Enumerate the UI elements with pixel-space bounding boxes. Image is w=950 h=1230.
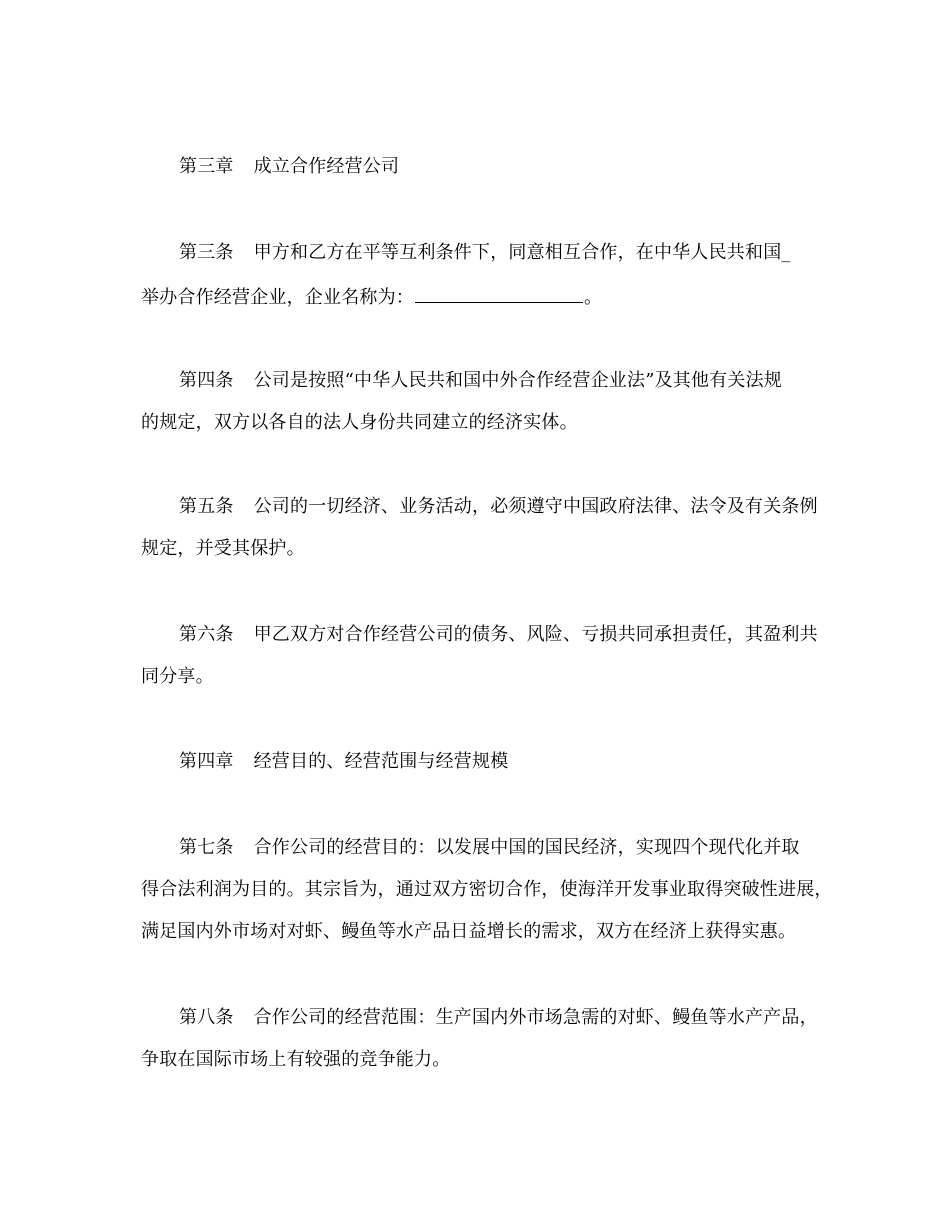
- article-text: 合作公司的经营目的：以发展中国的国民经济，实现四个现代化并取: [253, 837, 800, 858]
- article-5-line-1: [179, 495, 818, 519]
- article-text: 甲方和乙方在平等互利条件下，同意相互合作，在中华人民共和国_: [253, 242, 791, 263]
- article-text: 举办合作经营企业，企业名称为：: [141, 287, 414, 308]
- article-3-line-2: [141, 284, 602, 310]
- article-text: 公司是按照“中华人民共和国中外合作经营企业法”及其他有关法规: [253, 370, 783, 391]
- article-label: 第八条: [179, 1007, 234, 1028]
- article-label: 第四条: [179, 370, 234, 391]
- article-4-line-1: [179, 369, 782, 393]
- article-label: 第七条: [179, 837, 234, 858]
- article-text: 公司的一切经济、业务活动，必须遵守中国政府法律、法令及有关条例: [253, 496, 818, 517]
- article-text: 规定，并受其保护。: [141, 538, 305, 559]
- chapter-title: 经营目的、经营范围与经营规模: [253, 751, 509, 772]
- article-6-line-2: [141, 665, 214, 689]
- article-text: 甲乙双方对合作经营公司的债务、风险、亏损共同承担责任，其盈利共: [253, 624, 818, 645]
- chapter-label: 第三章: [179, 156, 234, 177]
- article-text: 合作公司的经营范围：生产国内外市场急需的对虾、鳗鱼等水产产品，: [253, 1007, 818, 1028]
- article-3-line-1: [179, 241, 791, 265]
- article-6-line-1: [179, 623, 818, 647]
- chapter-heading: [179, 750, 508, 774]
- article-text: 满足国内外市场对对虾、鳗鱼等水产品日益增长的需求，双方在经济上获得实惠。: [141, 921, 797, 942]
- article-7-line-1: [179, 836, 800, 860]
- article-7-line-2: [141, 878, 833, 902]
- article-5-line-2: [141, 537, 305, 561]
- article-8-line-2: [141, 1048, 450, 1072]
- chapter-heading: [179, 155, 399, 179]
- chapter-label: 第四章: [179, 751, 234, 772]
- company-name-blank[interactable]: [415, 284, 583, 303]
- article-label: 第三条: [179, 242, 234, 263]
- article-7-line-3: [141, 920, 796, 944]
- article-text: 得合法利润为目的。其宗旨为，通过双方密切合作，使海洋开发事业取得突破性进展，: [141, 879, 833, 900]
- chapter-title: 成立合作经营公司: [253, 156, 400, 177]
- article-label: 第六条: [179, 624, 234, 645]
- article-text: 争取在国际市场上有较强的竞争能力。: [141, 1049, 451, 1070]
- article-text: 。: [584, 287, 603, 308]
- article-text: 的规定，双方以各自的法人身份共同建立的经济实体。: [141, 412, 578, 433]
- article-label: 第五条: [179, 496, 234, 517]
- article-8-line-1: [179, 1006, 818, 1030]
- article-4-line-2: [141, 411, 578, 435]
- article-text: 同分享。: [141, 666, 214, 687]
